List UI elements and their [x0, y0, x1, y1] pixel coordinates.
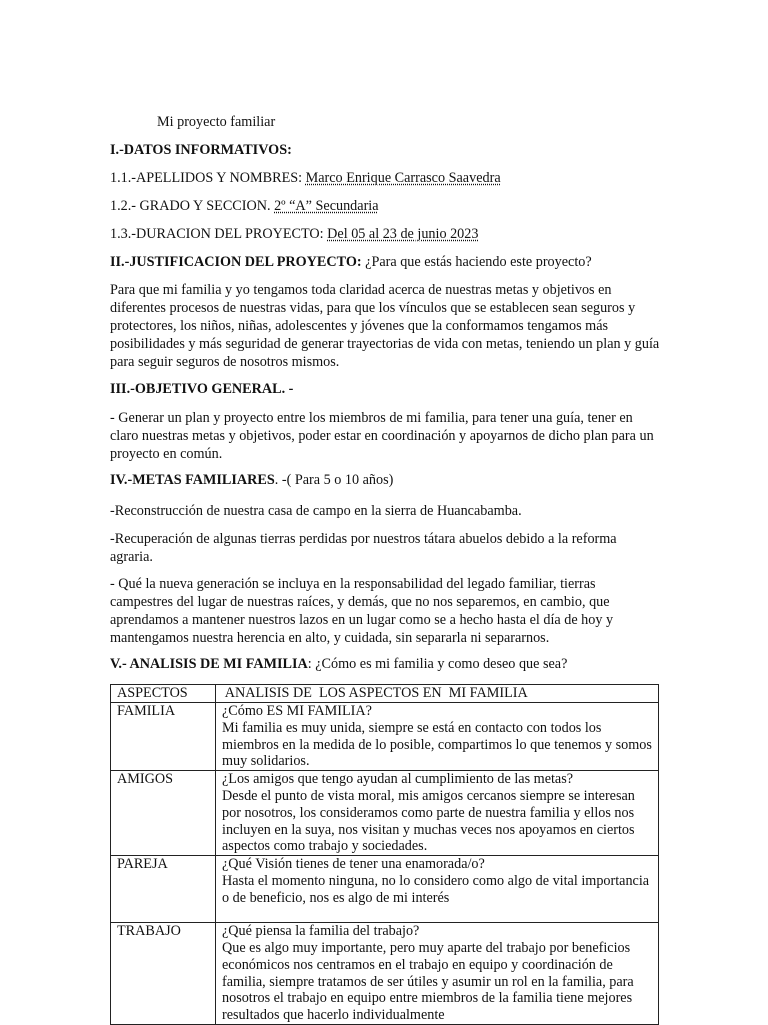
justification-paragraph: Para que mi familia y yo tengamos toda claridad acerca de nuestras metas y objetivos en diferentes procesos de nuestras vidas, para que los vínculos que se establecen sean seguros y protectores, los niños, niñas, adolescentes y jóvenes que la conformamos tengamos más posibilidades y más seguridad de generar trayectorias de vida con metas, teniendo un plan y guía para seguir seguros de nosotros mismos.: [110, 282, 660, 370]
header-aspects: ASPECTOS: [111, 685, 216, 703]
row-answer: Desde el punto de vista moral, mis amigos cercanos siempre se interesan por nosotros, los consideramos como parte de nuestra familia y ellos nos incluyen en la suya, nos visitan y muchas veces nos apoyamos en ciertos aspectos como trabajo y sociedades.: [222, 787, 635, 855]
names-line: [110, 170, 501, 187]
duration-label: 1.3.-DURACION DEL PROYECTO:: [110, 226, 328, 242]
section-5-heading-suffix: : ¿Cómo es mi familia y como deseo que sea?: [307, 656, 568, 672]
analysis-cell: [216, 771, 659, 856]
table-row-amigos: [111, 771, 659, 856]
duration-line: [110, 226, 478, 243]
names-value: Marco Enrique Carrasco Saavedra: [305, 170, 501, 186]
section-5-heading: V.- ANALISIS DE MI FAMILIA: [110, 656, 308, 672]
names-label: 1.1.-APELLIDOS Y NOMBRES:: [110, 170, 306, 186]
grade-line: [110, 198, 379, 215]
row-question: ¿Cómo ES MI FAMILIA?: [222, 703, 372, 719]
row-answer: Hasta el momento ninguna, no lo considero como algo de vital importancia o de beneficio, nos es algo de mi interés: [222, 872, 650, 906]
analysis-cell: [216, 923, 659, 1025]
aspect-cell: AMIGOS: [111, 771, 216, 856]
table-header-row: [111, 685, 659, 703]
row-question: ¿Los amigos que tengo ayudan al cumplimiento de las metas?: [222, 771, 574, 788]
row-question: ¿Qué piensa la familia del trabajo?: [222, 923, 420, 940]
section-5-heading-line: [110, 656, 567, 673]
objective-paragraph: - Generar un plan y proyecto entre los miembros de mi familia, para tener una guía, tener en claro nuestras metas y objetivos, poder estar en coordinación y apoyarnos de dicho plan para un proyecto en común.: [110, 410, 654, 462]
family-analysis-table: [110, 684, 659, 1025]
row-answer: Que es algo muy importante, pero muy aparte del trabajo por beneficios económicos nos centramos en el trabajo en equipo y coordinación de familia, siempre tratamos de ser útiles y asumir un rol en la familia, para nosotros el trabajo en equipo entre miembros de la familia tiene mejores resultados que hacerlo individualmente: [222, 939, 634, 1024]
table-row-familia: [111, 703, 659, 771]
goal-item-1: -Reconstrucción de nuestra casa de campo en la sierra de Huancabamba.: [110, 503, 522, 519]
row-question: ¿Qué Visión tienes de tener una enamorada/o?: [222, 856, 485, 873]
section-2-heading-line: [110, 254, 592, 271]
section-4-heading-suffix: . -( Para 5 o 10 años): [274, 472, 394, 488]
duration-value: Del 05 al 23 de junio 2023: [327, 226, 479, 242]
table-row-trabajo: [111, 923, 659, 1025]
goal-item-3: - Qué la nueva generación se incluya en la responsabilidad del legado familiar, tierras campestres del lugar de nuestras raíces, y demás, que no nos separemos, en cambio, que aprendamos a mantener nuestros lazos en un lugar como se a hecho hasta el día de hoy y mantengamos nuestra herencia en alto, y cuidada, sin separarla ni separarnos.: [110, 576, 614, 646]
analysis-cell: [216, 703, 659, 771]
analysis-cell: [216, 856, 659, 923]
section-4-heading: IV.-METAS FAMILIARES: [110, 472, 275, 488]
section-3-heading: III.-OBJETIVO GENERAL. -: [110, 381, 294, 397]
section-4-heading-line: [110, 472, 393, 489]
aspect-cell: FAMILIA: [111, 703, 216, 771]
section-1-heading: I.-DATOS INFORMATIVOS:: [110, 142, 292, 158]
section-2-question: ¿Para que estás haciendo este proyecto?: [365, 254, 592, 270]
aspect-cell: PAREJA: [111, 856, 216, 923]
aspect-cell: TRABAJO: [111, 923, 216, 1025]
grade-label: 1.2.- GRADO Y SECCION.: [110, 198, 275, 214]
header-analysis: ANALISIS DE LOS ASPECTOS EN MI FAMILIA: [216, 685, 659, 703]
section-2-heading: II.-JUSTIFICACION DEL PROYECTO:: [110, 254, 366, 270]
document-title: Mi proyecto familiar: [157, 114, 276, 130]
grade-value: 2º “A” Secundaria: [274, 198, 379, 214]
table-row-pareja: [111, 856, 659, 923]
goal-item-2: -Recuperación de algunas tierras perdidas por nuestros tátara abuelos debido a la reforma agraria.: [110, 531, 617, 565]
row-answer: Mi familia es muy unida, siempre se está en contacto con todos los miembros en la medida de lo posible, compartimos lo que tenemos y somos muy solidarios.: [222, 719, 652, 770]
